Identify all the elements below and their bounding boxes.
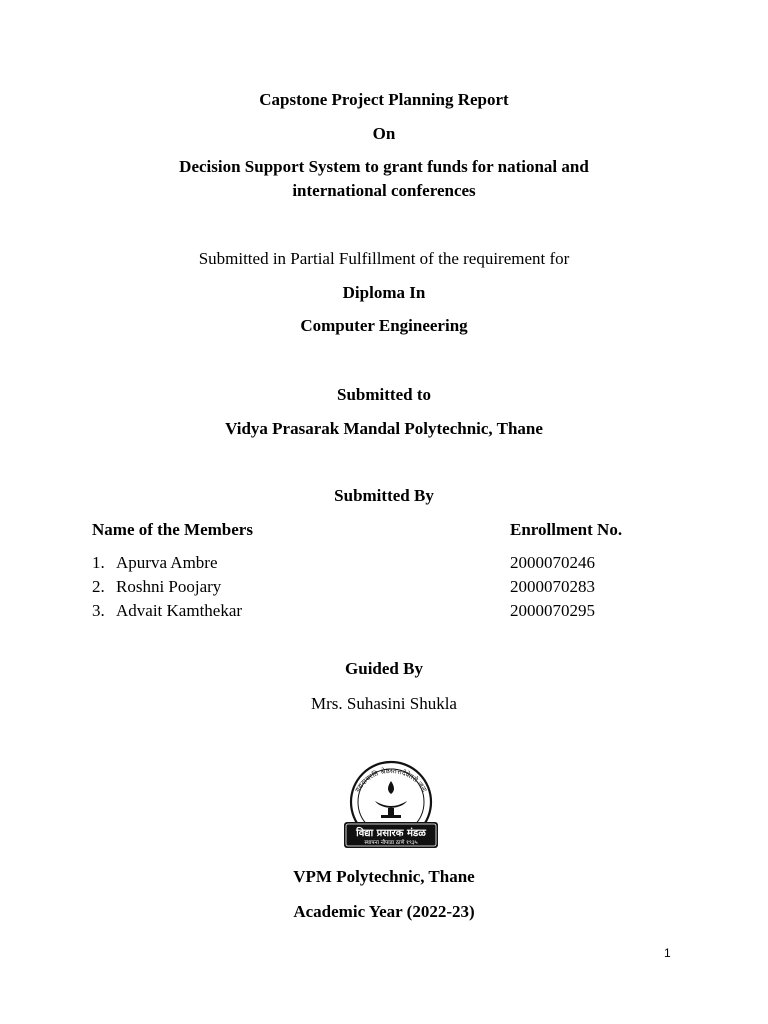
submitted-by-label: Submitted By: [334, 486, 434, 505]
project-title-line1: Decision Support System to grant funds for national and: [179, 157, 589, 176]
member-number: 1.: [92, 553, 105, 572]
logo-banner-text: विद्या प्रसारक मंडळ: [356, 828, 426, 839]
member-row: [92, 600, 652, 624]
member-name: Apurva Ambre: [116, 553, 218, 572]
submitted-to-label: Submitted to: [337, 385, 431, 404]
enrollment-header: Enrollment No.: [510, 520, 623, 539]
member-row: [92, 552, 652, 576]
page-number: 1: [664, 946, 671, 960]
logo-ring-text: यद्यदाचरति श्रेष्ठस्तत्तदेवेतरो जनः: [353, 766, 429, 794]
member-enrollment: 2000070295: [510, 601, 595, 620]
institute-name: Vidya Prasarak Mandal Polytechnic, Thane: [225, 419, 543, 438]
branch-label: Computer Engineering: [300, 316, 468, 335]
on-label: On: [372, 124, 396, 143]
submission-note: Submitted in Partial Fulfillment of the requirement for: [198, 249, 570, 268]
member-number: 3.: [92, 601, 105, 620]
vpm-logo: [341, 757, 441, 857]
diploma-label: Diploma In: [342, 283, 426, 302]
academic-year: Academic Year (2022-23): [293, 902, 475, 921]
guided-by-label: Guided By: [345, 659, 423, 678]
members-header: Name of the Members: [92, 520, 253, 539]
project-title-line2: international conferences: [292, 181, 476, 200]
members-list: [92, 552, 652, 624]
member-enrollment: 2000070246: [510, 553, 595, 572]
member-name: Roshni Poojary: [116, 577, 222, 596]
report-title: Capstone Project Planning Report: [259, 90, 509, 109]
college-name: VPM Polytechnic, Thane: [293, 867, 475, 886]
guide-name: Mrs. Suhasini Shukla: [311, 694, 457, 713]
member-number: 2.: [92, 577, 105, 596]
member-name: Advait Kamthekar: [116, 601, 243, 620]
member-row: [92, 576, 652, 600]
logo-sub-text: स्थापना नौपाडा ठाणे १९३५: [364, 840, 418, 846]
member-enrollment: 2000070283: [510, 577, 595, 596]
